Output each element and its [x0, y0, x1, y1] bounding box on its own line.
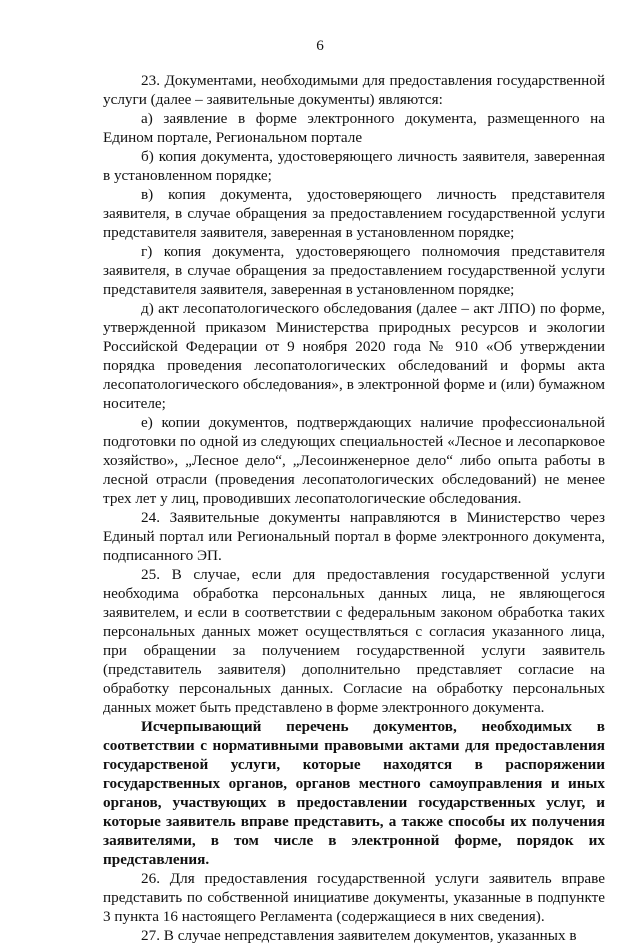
paragraph-23-intro: 23. Документами, необходимыми для предоставления государственной услуги (далее – заявительные документы) являются:	[103, 72, 605, 108]
paragraph-26: 26. Для предоставления государственной услуги заявитель вправе представить по собственной инициативе документы, указанные в подпункте 3 пункта 16 настоящего Регламента (содержащиеся в них сведения).	[103, 870, 605, 925]
paragraph-25: 25. В случае, если для предоставления государственной услуги необходима обработка персональных данных лица, не являющегося заявителем, и если в соответствии с федеральным законом обработка таких персональных данных может осуществляться с согласия указанного лица, при обращении за получением государственной услуги заявитель (представитель заявителя) дополнительно представляет согласие на обработку персональных данных. Согласие на обработку персональных данных может быть представлено в форме электронного документа.	[103, 566, 605, 716]
paragraph-23-v: в) копия документа, удостоверяющего личность представителя заявителя, в случае обращения за предоставлением государственной услуги представителя заявителя, заверенная в установленном порядке;	[103, 186, 605, 241]
section-heading: Исчерпывающий перечень документов, необходимых в соответствии с нормативными правовыми актами для предоставления государственой услуги, которые находятся в распоряжении государственных органов, органов местного самоуправления и иных органов, участвующих в предоставлении государственных услуг, и которые заявитель вправе представить, а также способы их получения заявителями, в том числе в электронной форме, порядок их представления.	[103, 718, 605, 868]
paragraph-27: 27. В случае непредставления заявителем документов, указанных в	[141, 927, 577, 944]
paragraph-23-b: б) копия документа, удостоверяющего личность заявителя, заверенная в установленном порядке;	[103, 148, 605, 184]
paragraph-23-g: г) копия документа, удостоверяющего полномочия представителя заявителя, в случае обращения за предоставлением государственной услуги представителя заявителя, заверенная в установленном порядке;	[103, 243, 605, 298]
paragraph-23-a: а) заявление в форме электронного документа, размещенного на Едином портале, Региональном портале	[103, 110, 605, 146]
document-body	[103, 71, 605, 945]
page-number: 6	[316, 37, 324, 54]
paragraph-23-d: д) акт лесопатологического обследования (далее – акт ЛПО) по форме, утвержденной приказом Министерства природных ресурсов и экологии Российской Федерации от 9 ноября 2020 года № 910 «Об утверждении порядка проведения лесопатологических обследований и формы акта лесопатологического обследования», в электронной форме и (или) бумажном носителе;	[103, 300, 605, 412]
paragraph-24: 24. Заявительные документы направляются в Министерство через Единый портал или Региональный портал в форме электронного документа, подписанного ЭП.	[103, 509, 605, 564]
paragraph-23-e: е) копии документов, подтверждающих наличие профессиональной подготовки по одной из следующих специальностей «Лесное и лесопарковое хозяйство», „Лесное дело“, „Лесоинженерное дело“ либо опыта работы в лесной отрасли (проведения лесопатологических обследований) не менее трех лет у лиц, проводивших лесопатологические обследования.	[103, 414, 605, 507]
